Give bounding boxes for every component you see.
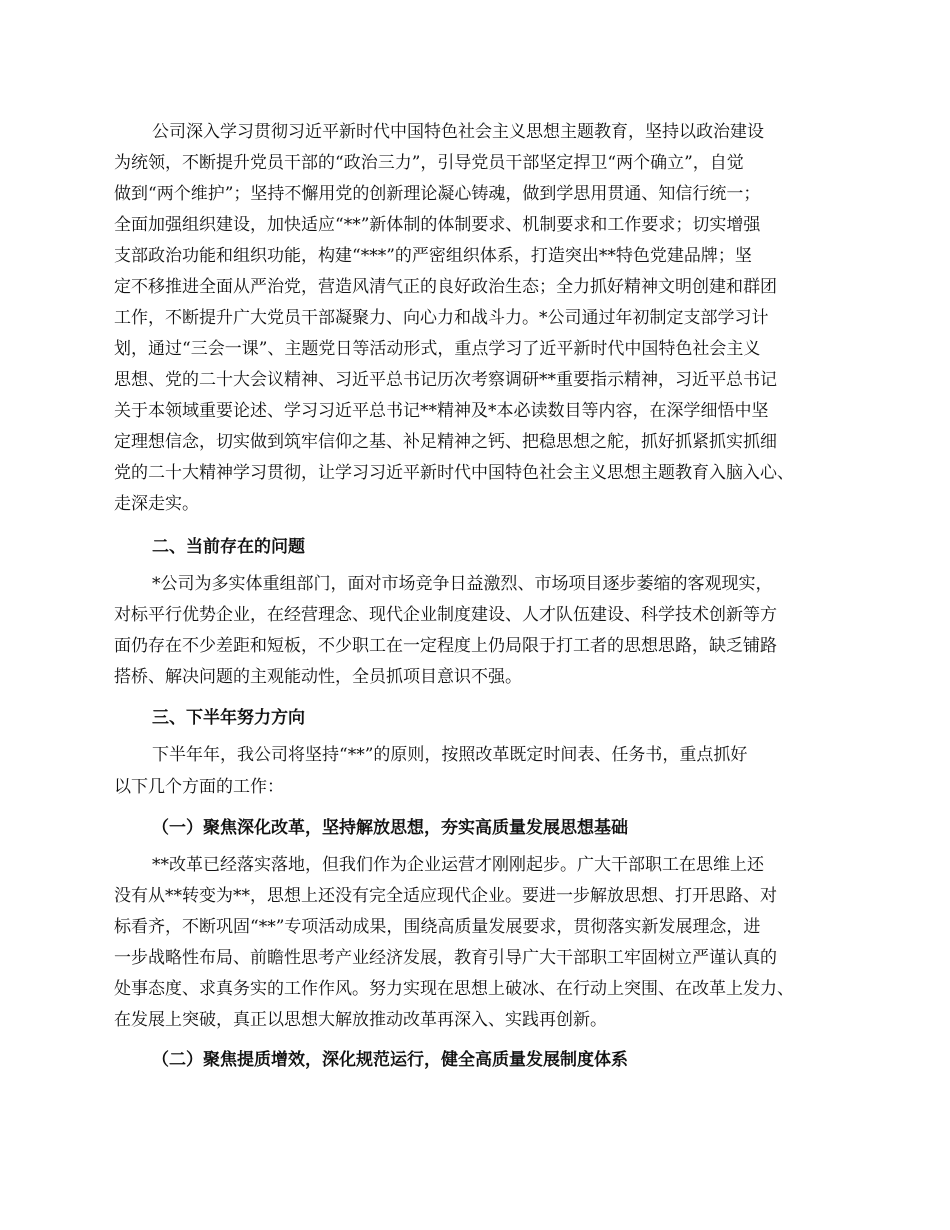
paragraph-line: 划，通过“三会一课”、主题党日等活动形式，重点学习了近平新时代中国特色社会主义	[114, 339, 761, 359]
paragraph-line: 支部政治功能和组织功能，构建“***”的严密组织体系，打造突出**特色党建品牌；坚	[114, 246, 752, 266]
subsection-heading: （二）聚焦提质增效，深化规范运行，健全高质量发展制度体系	[152, 1050, 628, 1070]
paragraph-line: 以下几个方面的工作：	[114, 777, 284, 797]
paragraph-line: 思想、党的二十大会议精神、习近平总书记历次考察调研**重要指示精神，习近平总书记	[114, 370, 777, 390]
paragraph-line: 定不移推进全面从严治党，营造风清气正的良好政治生态；全力抓好精神文明创建和群团	[114, 277, 777, 297]
paragraph-line: 标看齐，不断巩固“**”专项活动成果，围绕高质量发展要求，贯彻落实新发展理念，进	[114, 917, 761, 937]
paragraph-line: 搭桥、解决问题的主观能动性，全员抓项目意识不强。	[114, 667, 522, 687]
paragraph-line: 公司深入学习贯彻习近平新时代中国特色社会主义思想主题教育，坚持以政治建设	[152, 122, 764, 142]
paragraph-line: 一步战略性布局、前瞻性思考产业经济发展，教育引导广大干部职工牢固树立严谨认真的	[114, 948, 777, 968]
paragraph-line: 对标平行优势企业，在经营理念、现代企业制度建设、人才队伍建设、科学技术创新等方	[114, 605, 777, 625]
paragraph-line: 为统领，不断提升党员干部的“政治三力”，引导党员干部坚定捍卫“两个确立”，自觉	[114, 153, 744, 173]
paragraph-line: 走深走实。	[114, 494, 199, 514]
paragraph-line: 面仍存在不少差距和短板，不少职工在一定程度上仍局限于打工者的思想思路，缺乏铺路	[114, 636, 777, 656]
paragraph-line: 党的二十大精神学习贯彻，让学习习近平新时代中国特色社会主义思想主题教育入脑入心、	[114, 463, 794, 483]
paragraph-line: 下半年年，我公司将坚持“**”的原则，按照改革既定时间表、任务书，重点抓好	[152, 745, 748, 765]
paragraph-line: 处事态度、求真务实的工作作风。努力实现在思想上破冰、在行动上突围、在改革上发力、	[114, 979, 794, 999]
section-heading: 二、当前存在的问题	[152, 537, 305, 557]
subsection-heading: （一）聚焦深化改革，坚持解放思想，夯实高质量发展思想基础	[152, 818, 628, 838]
paragraph-line: 工作，不断提升广大党员干部凝聚力、向心力和战斗力。*公司通过年初制定支部学习计	[114, 308, 769, 328]
paragraph-line: 在发展上突破，真正以思想大解放推动改革再深入、实践再创新。	[114, 1010, 607, 1030]
paragraph-line: *公司为多实体重组部门，面对市场竞争日益激烈、市场项目逐步萎缩的客观现实，	[152, 574, 773, 594]
paragraph-line: **改革已经落实落地，但我们作为企业运营才刚刚起步。广大干部职工在思维上还	[152, 855, 764, 875]
paragraph-line: 全面加强组织建设，加快适应“**”新体制的体制要求、机制要求和工作要求；切实增强	[114, 215, 761, 235]
paragraph-line: 关于本领域重要论述、学习习近平总书记**精神及*本必读数目等内容，在深学细悟中坚	[114, 401, 769, 421]
paragraph-line: 定理想信念，切实做到筑牢信仰之基、补足精神之钙、把稳思想之舵，抓好抓紧抓实抓细	[114, 432, 777, 452]
section-heading: 三、下半年努力方向	[152, 708, 305, 728]
paragraph-line: 做到“两个维护”；坚持不懈用党的创新理论凝心铸魂，做到学思用贯通、知信行统一；	[114, 184, 761, 204]
paragraph-line: 没有从**转变为**，思想上还没有完全适应现代企业。要进一步解放思想、打开思路、对	[114, 886, 777, 906]
